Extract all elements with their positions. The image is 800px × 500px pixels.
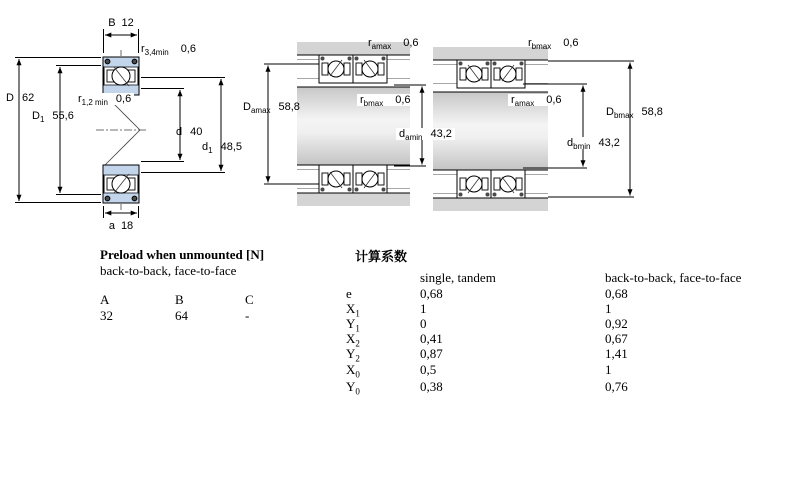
factor-row-btb: 0,76 (605, 379, 628, 394)
factor-row-btb: 1 (605, 301, 612, 316)
mounted-bearing (319, 165, 353, 193)
factors-col-single-tandem: single, tandem (420, 270, 496, 285)
dim-label-damin: $d_{amin}$ 43,2 (396, 128, 455, 140)
preload-title: Preload when unmounted [N] (100, 247, 265, 262)
dim-label-B: B 12 (108, 17, 134, 29)
dim-label-Damax: $D_{amax}$ 58,8 (243, 101, 300, 116)
factors-title: 计算系数 (355, 249, 408, 264)
dim-label-r34min: $r_{3,4min}$ 0,6 (141, 43, 196, 58)
factor-row-btb: 1 (605, 362, 612, 377)
mounted-bearing (491, 170, 525, 198)
mounted-bearing (457, 60, 491, 88)
dim-line-Dbmax (548, 61, 634, 197)
dim-line-d1 (141, 78, 225, 173)
mounting-view-right (433, 47, 634, 211)
dim-label-D: D 62 (6, 92, 35, 104)
mounted-bearing (491, 60, 525, 88)
factor-row-single: 0,41 (420, 331, 443, 346)
factors-col-back-to-back: back-to-back, face-to-face (605, 270, 742, 285)
bearing-ring-upper (103, 57, 139, 95)
preload-col-B: B (175, 292, 184, 307)
factor-row-sym: $Y_1$ (346, 316, 360, 334)
factor-row-single: 0 (420, 316, 427, 331)
dim-line-B (104, 29, 139, 53)
dim-label-dbmin: $d_{bmin}$ 43,2 (564, 137, 623, 149)
preload-value-B: 64 (175, 308, 188, 323)
dim-label-a: a 18 (108, 220, 134, 232)
dim-line-d (141, 89, 184, 162)
preload-col-C: C (245, 292, 254, 307)
dim-label-rbmax-top: $r_{bmax}$ 0,6 (528, 37, 579, 52)
factor-row-btb: 1,41 (605, 346, 628, 361)
dim-line-D1 (56, 66, 101, 195)
bearing-ring-lower (103, 165, 139, 203)
mounted-bearing (353, 165, 387, 193)
factor-row-btb: 0,67 (605, 331, 628, 346)
factor-row-single: 0,38 (420, 379, 443, 394)
factor-row-btb: 0,68 (605, 286, 628, 301)
dim-line-D (15, 58, 101, 203)
dim-label-Dbmax: $D_{bmax}$ 58,8 (606, 106, 663, 121)
bearing-cross-section (15, 29, 225, 218)
factor-row-sym: $X_1$ (346, 301, 360, 319)
factor-row-sym: $Y_2$ (346, 346, 360, 364)
dim-label-d1: $d_1$ 48,5 (202, 141, 242, 156)
dim-label-r12min: $r_{1,2 min}$ 0,6 (75, 93, 134, 105)
mounting-view-left (264, 42, 426, 206)
contact-angle-line-lower (104, 130, 140, 166)
factor-row-single: 0,5 (420, 362, 437, 377)
factor-row-btb: 0,92 (605, 316, 628, 331)
mounted-bearing (457, 170, 491, 198)
factor-row-sym: $X_2$ (346, 331, 360, 349)
preload-value-A: 32 (100, 308, 113, 323)
factor-row-sym: $Y_0$ (346, 379, 360, 397)
factor-row-single: 1 (420, 301, 427, 316)
factor-row-single: 0,68 (420, 286, 443, 301)
factor-row-sym: $X_0$ (346, 362, 360, 380)
mounted-bearing (353, 55, 387, 83)
dim-label-D1: $D_1$ 55,6 (32, 110, 74, 125)
mounted-bearing (319, 55, 353, 83)
dim-label-d: d 40 (176, 126, 203, 138)
preload-col-A: A (100, 292, 110, 307)
factor-row-sym: e (346, 286, 352, 301)
preload-subtitle: back-to-back, face-to-face (100, 263, 237, 278)
preload-value-C: - (245, 308, 250, 323)
dim-label-ramax-mid: $r_{amax}$ 0,6 (508, 94, 565, 106)
dim-label-rbmax-mid: $r_{bmax}$ 0,6 (357, 94, 414, 106)
factor-row-single: 0,87 (420, 346, 443, 361)
dim-label-ramax-top: $r_{amax}$ 0,6 (368, 37, 419, 52)
